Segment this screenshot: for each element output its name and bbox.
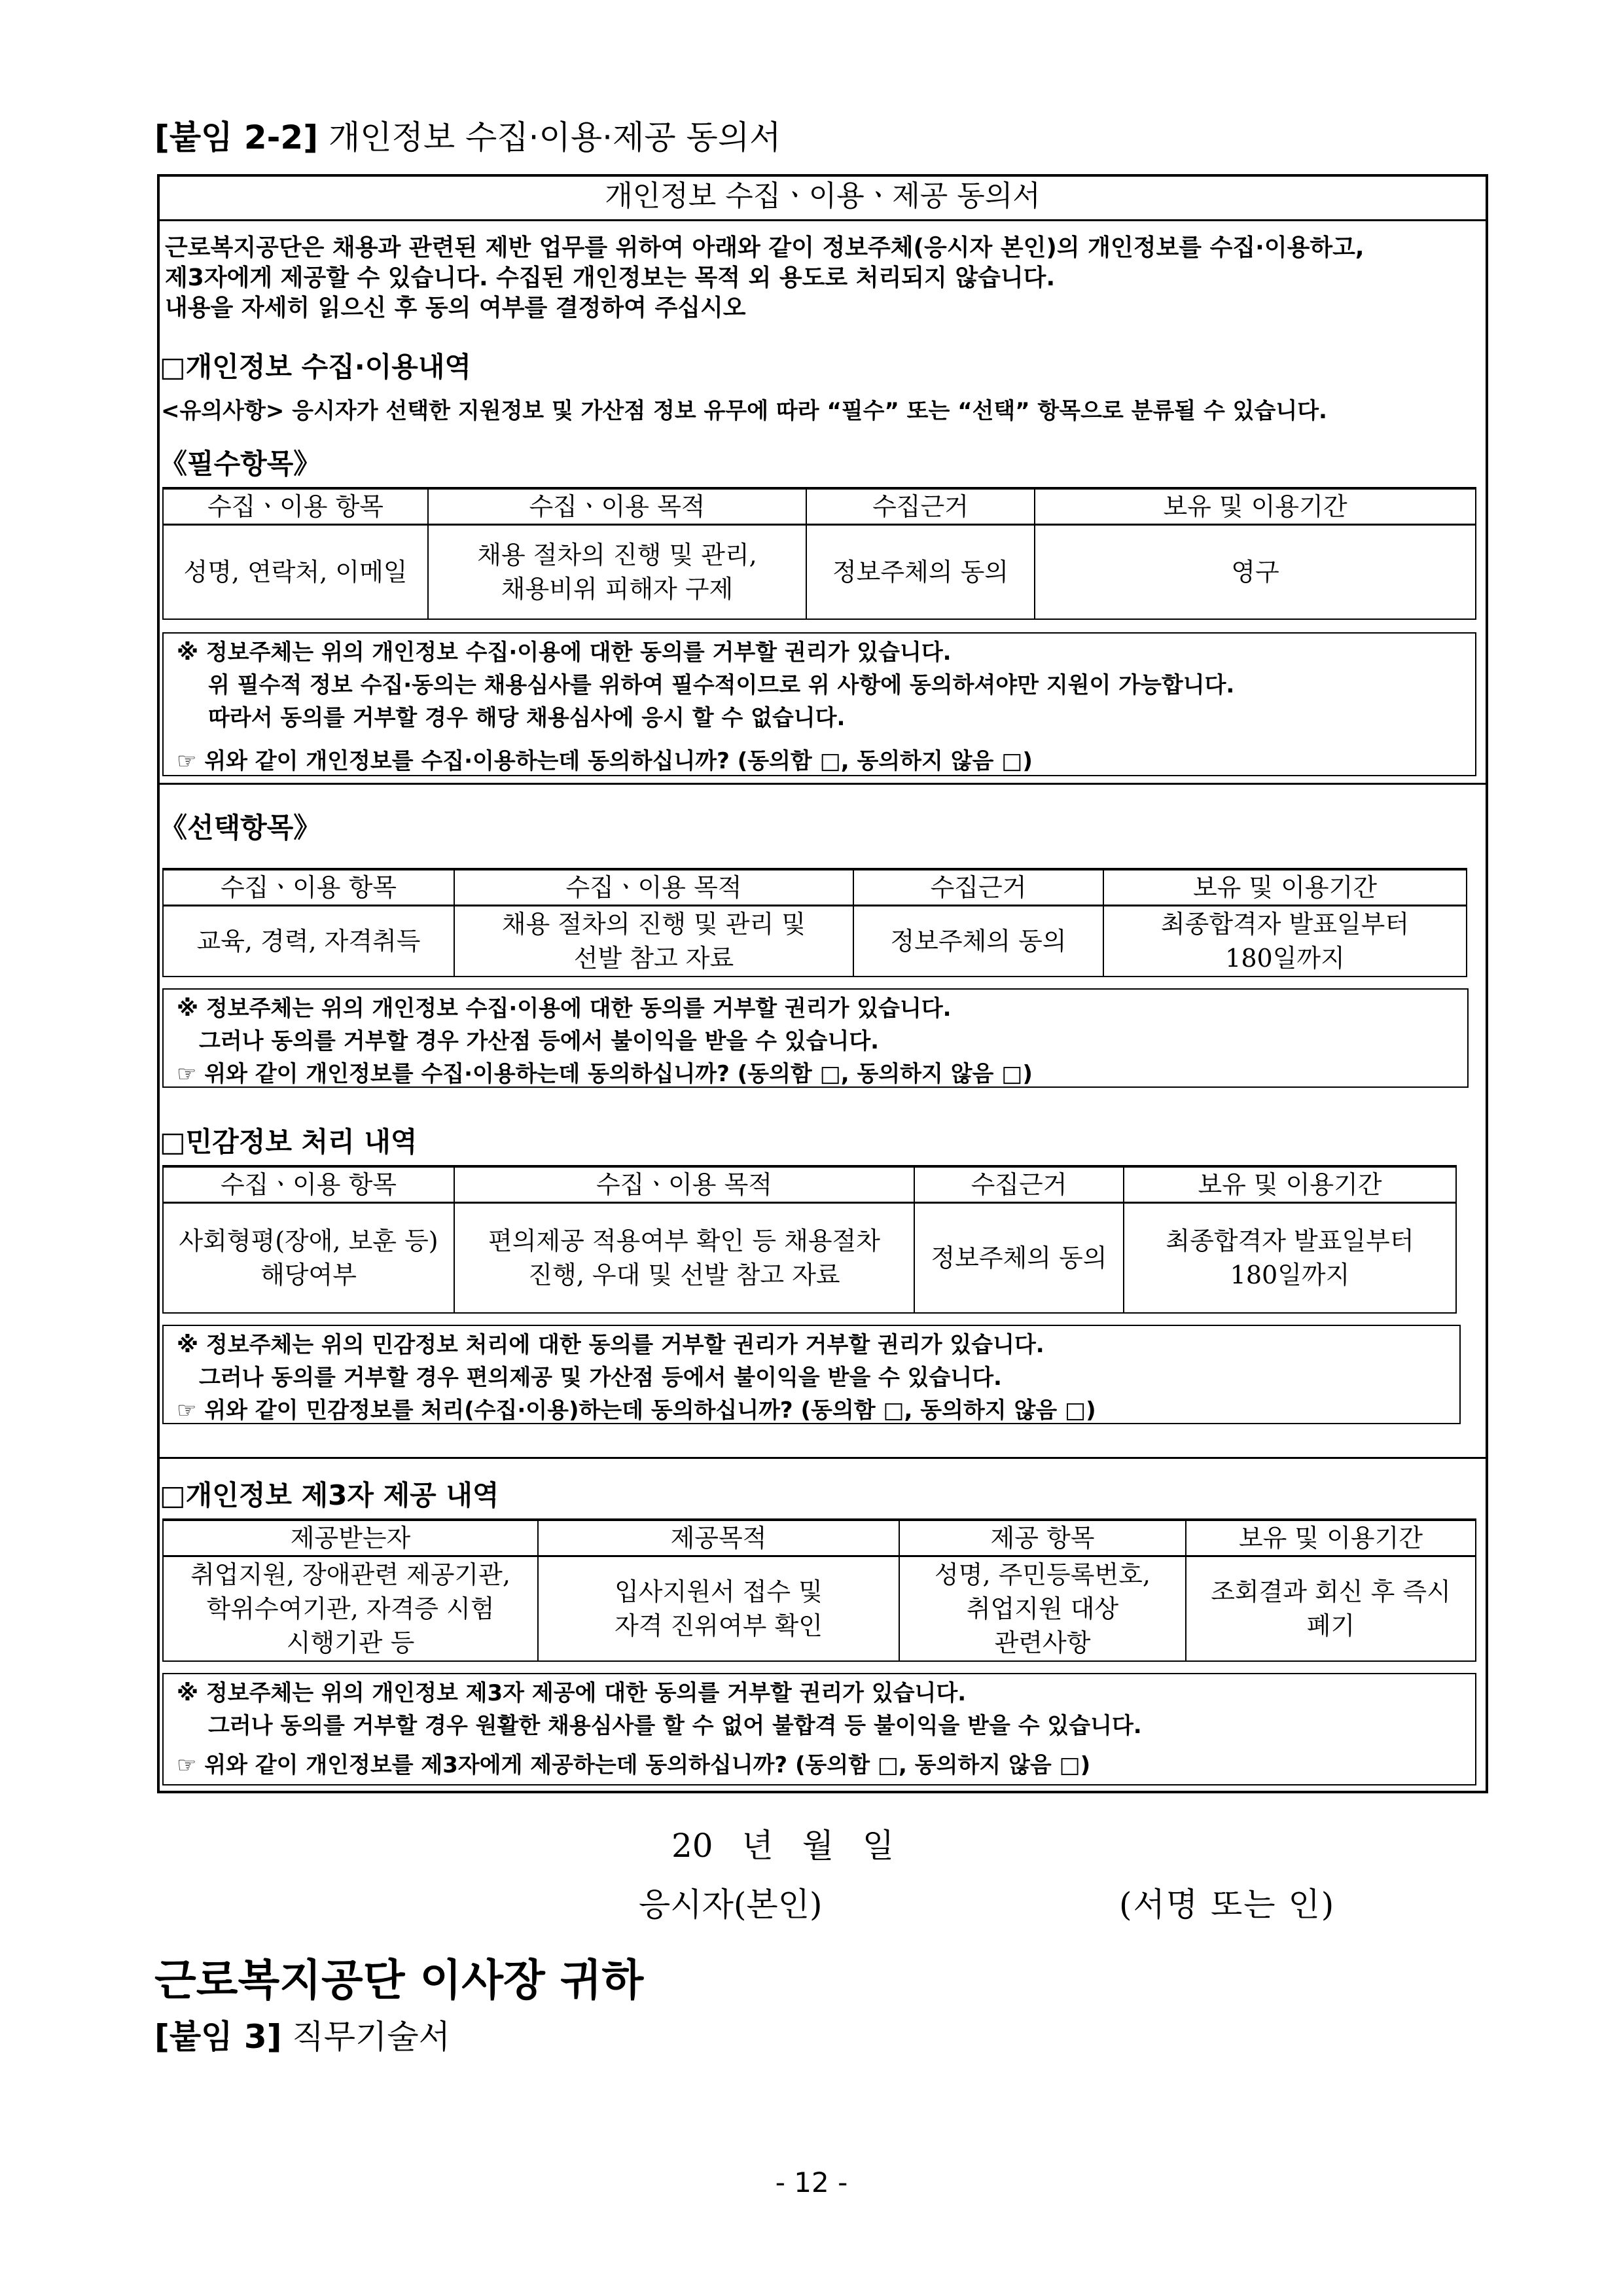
column-header: 수집ㆍ이용 목적 [428,488,806,525]
notice-line: ※ 정보주체는 위의 개인정보 제3자 제공에 대한 동의를 거부할 권리가 있습니다. [177,1680,967,1706]
column-header: 수집ㆍ이용 목적 [454,1166,914,1203]
notice-line: ※ 정보주체는 위의 개인정보 수집·이용에 대한 동의를 거부할 권리가 있습니다. [177,996,952,1022]
next-attachment-label: [붙임 3] [154,2018,282,2056]
table-cell: 성명, 연락처, 이메일 [163,525,428,619]
optional-items-table [162,868,1467,977]
column-header: 수집ㆍ이용 목적 [454,869,853,906]
table-cell: 정보주체의 동의 [806,525,1035,619]
required-items-heading: 《필수항목》 [160,448,321,480]
addressee: 근로복지공단 이사장 귀하 [154,1954,644,2005]
notice-line: ※ 정보주체는 위의 개인정보 수집·이용에 대한 동의를 거부할 권리가 있습니다. [177,639,952,666]
table-header-row [163,488,1476,525]
sensitive-consent-question[interactable]: ☞ 위와 같이 민감정보를 처리(수집·이용)하는데 동의하십니까? (동의함 □, 동의하지 않음 □) [177,1397,1096,1424]
section-divider [157,783,1488,785]
table-cell: 취업지원, 장애관련 제공기관, 학위수여기관, 자격증 시험 시행기관 등 [163,1556,538,1661]
column-header: 보유 및 이용기간 [1035,488,1476,525]
applicant-label: 응시자(본인) [639,1886,823,1924]
next-attachment-title: 직무기술서 [292,2018,450,2056]
table-header-row [163,1166,1456,1203]
table-cell: 최종합격자 발표일부터 180일까지 [1103,906,1467,977]
table-cell: 정보주체의 동의 [914,1203,1124,1313]
optional-consent-question[interactable]: ☞ 위와 같이 개인정보를 수집·이용하는데 동의하십니까? (동의함 □, 동의하지 않음 □) [177,1061,1033,1087]
date-line[interactable]: 20 년 월 일 [671,1827,895,1865]
table-row [163,906,1467,977]
table-cell: 교육, 경력, 자격취득 [163,906,454,977]
optional-notice-box [162,988,1469,1088]
intro-line: 근로복지공단은 채용과 관련된 제반 업무를 위하여 아래와 같이 정보주체(응시자 본인)의 개인정보를 수집·이용하고, [165,234,1364,261]
table-cell: 조회결과 회신 후 즉시 폐기 [1186,1556,1476,1661]
table-header-row [163,1520,1476,1556]
third-party-consent-question[interactable]: ☞ 위와 같이 개인정보를 제3자에게 제공하는데 동의하십니까? (동의함 □, 동의하지 않음 □) [177,1752,1091,1778]
intro-line: 내용을 자세히 읽으신 후 동의 여부를 결정하여 주십시오 [165,295,746,321]
sensitive-info-table [162,1165,1457,1314]
table-cell: 최종합격자 발표일부터 180일까지 [1124,1203,1456,1313]
column-header: 수집근거 [806,488,1035,525]
required-items-table [162,487,1476,620]
column-header: 수집ㆍ이용 항목 [163,1166,454,1203]
column-header: 수집근거 [853,869,1103,906]
notice-line: 그러나 동의를 거부할 경우 편의제공 및 가산점 등에서 불이익을 받을 수 있습니다. [199,1365,1002,1391]
attachment-label: [붙임 2-2] [154,118,319,156]
table-cell: 사회형평(장애, 보훈 등) 해당여부 [163,1203,454,1313]
notice-line: 그러나 동의를 거부할 경우 원활한 채용심사를 할 수 없어 불합격 등 불이익을 받을 수 있습니다. [208,1713,1142,1739]
third-party-heading: □개인정보 제3자 제공 내역 [160,1479,499,1511]
column-header: 보유 및 이용기간 [1186,1520,1476,1556]
required-notice-box [162,632,1476,776]
table-cell: 채용 절차의 진행 및 관리, 채용비위 피해자 구제 [428,525,806,619]
table-cell: 입사지원서 접수 및 자격 진위여부 확인 [538,1556,899,1661]
column-header: 제공 항목 [899,1520,1186,1556]
column-header: 보유 및 이용기간 [1103,869,1467,906]
attachment-title: 개인정보 수집·이용·제공 동의서 [328,118,781,156]
required-consent-question[interactable]: ☞ 위와 같이 개인정보를 수집·이용하는데 동의하십니까? (동의함 □, 동의하지 않음 □) [177,748,1033,774]
notice-line: 따라서 동의를 거부할 경우 해당 채용심사에 응시 할 수 없습니다. [208,705,846,731]
table-row [163,1556,1476,1661]
third-party-table [162,1518,1476,1662]
third-party-notice-box [162,1673,1476,1785]
column-header: 수집ㆍ이용 항목 [163,869,454,906]
intro-line: 제3자에게 제공할 수 있습니다. 수집된 개인정보는 목적 외 용도로 처리되지 않습니다. [165,264,1056,291]
sensitive-notice-box [162,1325,1461,1424]
table-cell: 채용 절차의 진행 및 관리 및 선발 참고 자료 [454,906,853,977]
notice-text: <유의사항> 응시자가 선택한 지원정보 및 가산점 정보 유무에 따라 “필수” 또는 “선택” 항목으로 분류될 수 있습니다. [161,398,1327,424]
table-header-row [163,869,1467,906]
signature-field[interactable]: (서명 또는 인) [1119,1886,1336,1924]
table-row [163,525,1476,619]
optional-items-heading: 《선택항목》 [160,812,321,844]
table-cell: 정보주체의 동의 [853,906,1103,977]
column-header: 제공목적 [538,1520,899,1556]
form-title: 개인정보 수집ㆍ이용ㆍ제공 동의서 [157,174,1488,221]
table-row [163,1203,1456,1313]
column-header: 수집근거 [914,1166,1124,1203]
column-header: 보유 및 이용기간 [1124,1166,1456,1203]
section-collection-heading: □개인정보 수집·이용내역 [160,351,471,383]
page-number: - 12 - [775,2166,848,2198]
attachment-heading [154,111,781,158]
next-attachment-heading [154,2011,450,2058]
column-header: 제공받는자 [163,1520,538,1556]
notice-line: 그러나 동의를 거부할 경우 가산점 등에서 불이익을 받을 수 있습니다. [199,1028,880,1054]
section-divider [157,1457,1488,1459]
table-cell: 영구 [1035,525,1476,619]
form-intro [165,233,1484,323]
table-cell: 성명, 주민등록번호, 취업지원 대상 관련사항 [899,1556,1186,1661]
notice-line: 위 필수적 정보 수집·동의는 채용심사를 위하여 필수적이므로 위 사항에 동의하셔야만 지원이 가능합니다. [208,672,1235,698]
table-cell: 편의제공 적용여부 확인 등 채용절차 진행, 우대 및 선발 참고 자료 [454,1203,914,1313]
column-header: 수집ㆍ이용 항목 [163,488,428,525]
sensitive-info-heading: □민감정보 처리 내역 [160,1126,418,1158]
notice-line: ※ 정보주체는 위의 민감정보 처리에 대한 동의를 거부할 권리가 거부할 권리가 있습니다. [177,1332,1044,1358]
